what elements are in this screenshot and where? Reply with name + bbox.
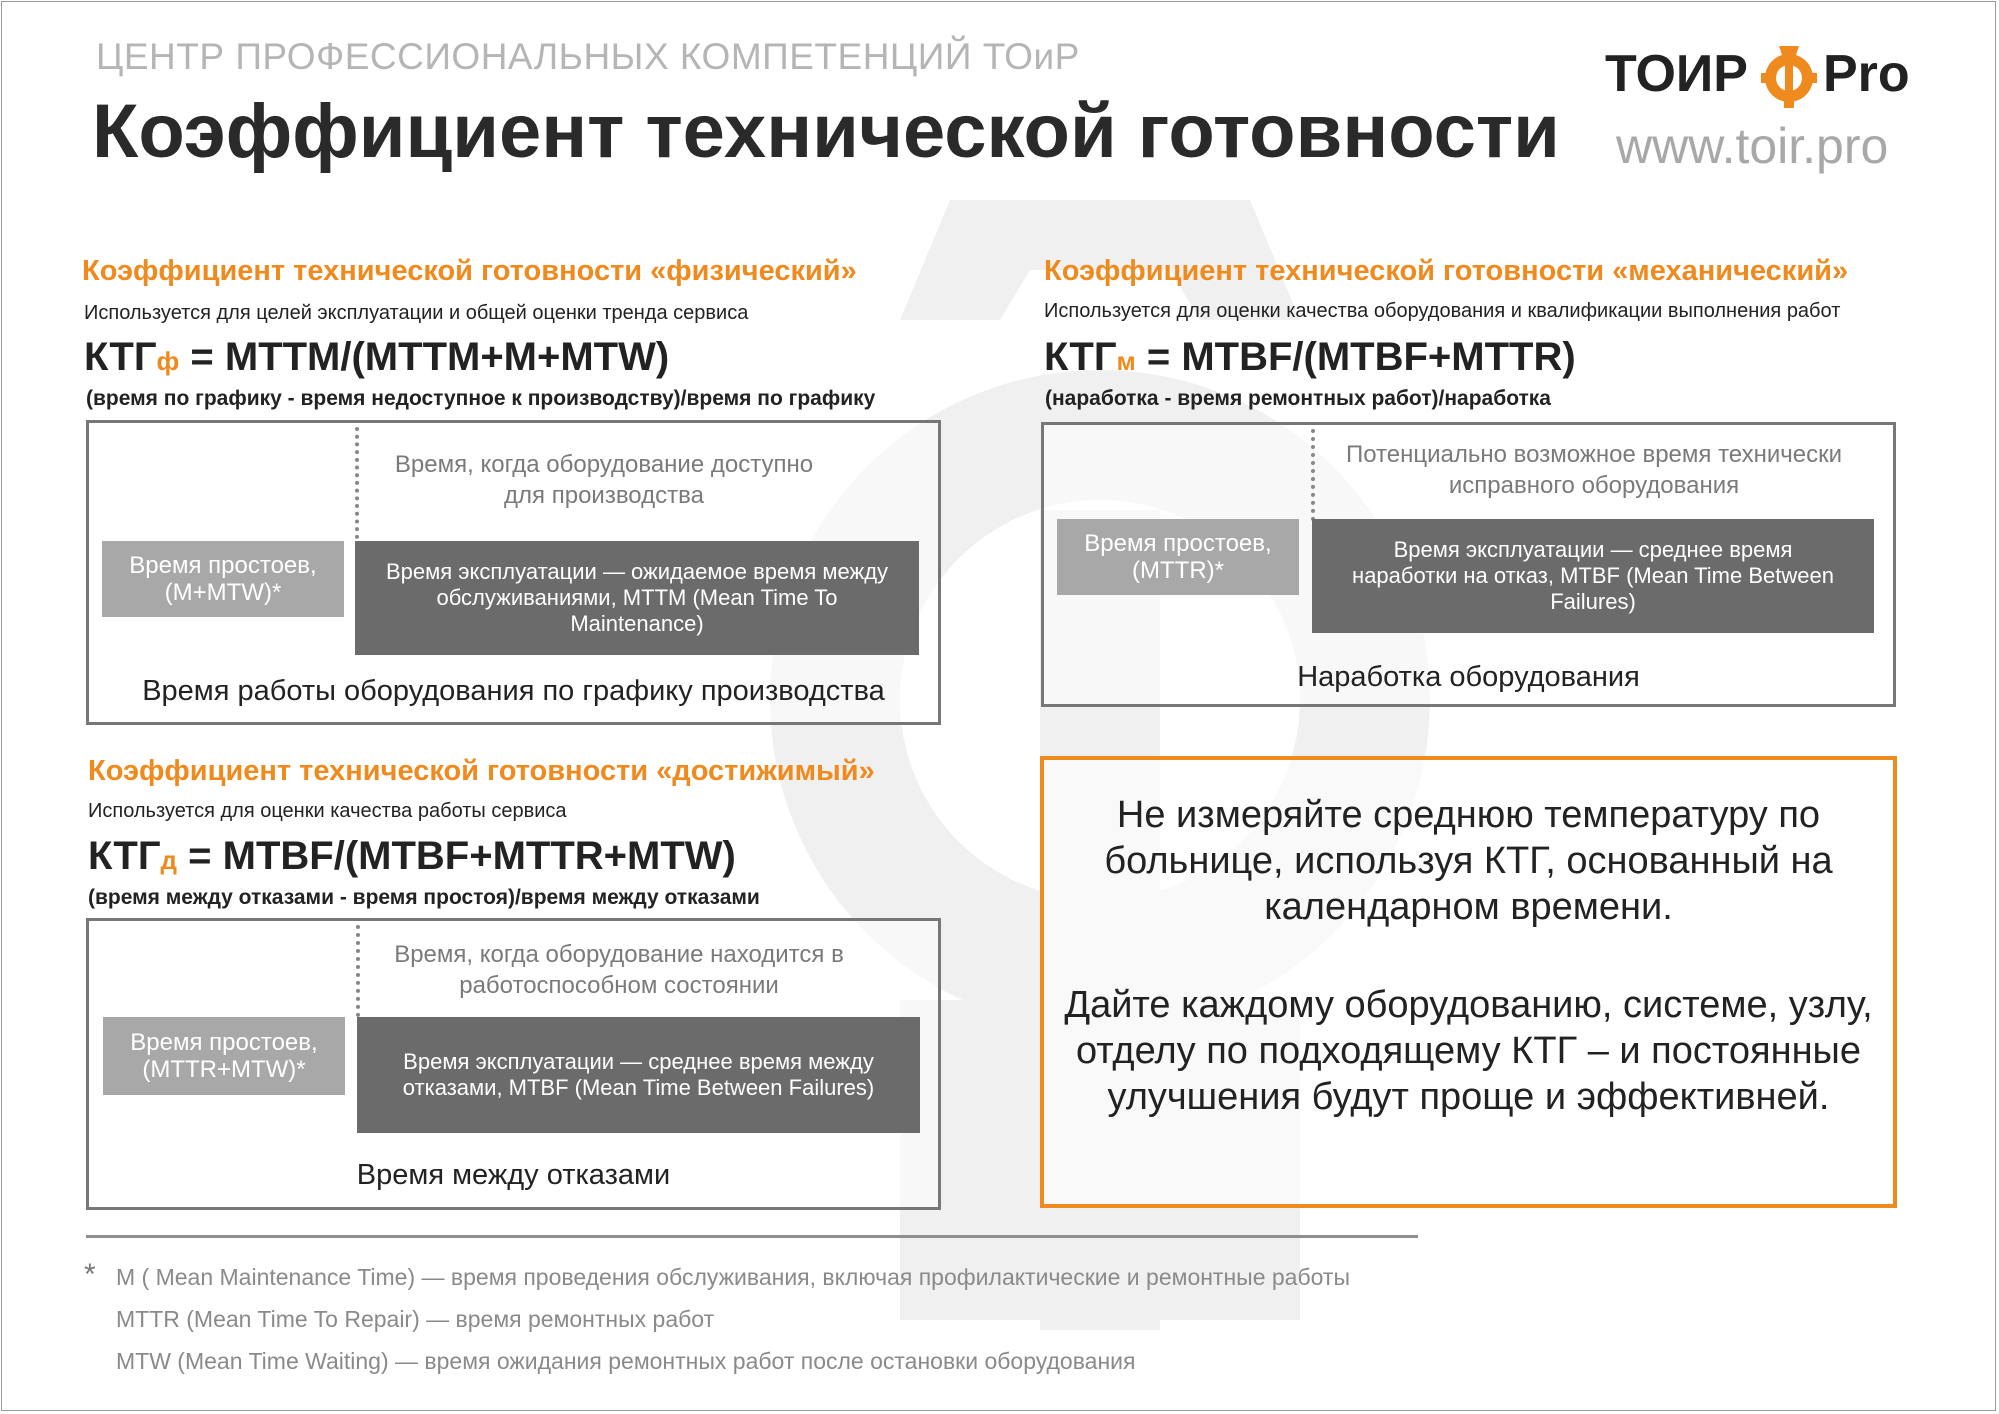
- formula-subscript: ф: [156, 346, 180, 376]
- quote-paragraph-2: Дайте каждому оборудованию, системе, узлу, отделу по подходящему КТГ – и постоянные улучшения будут проще и эффективней.: [1064, 984, 1873, 1118]
- achievable-available-text: Время, когда оборудование находится в работоспособном состоянии: [394, 941, 844, 999]
- mechanical-operation-box: Время эксплуатации — среднее время наработки на отказ, MTBF (Mean Time Between Failures): [1312, 519, 1874, 633]
- physical-operation-box: Время эксплуатации — ожидаемое время между обслуживаниями, MTTM (Mean Time To Maintenance): [355, 541, 919, 655]
- achievable-decoding: (время между отказами - время простоя)/время между отказами: [88, 886, 760, 909]
- footnote-line: MTW (Mean Time Waiting) — время ожидания ремонтных работ после остановки оборудования: [116, 1348, 1136, 1374]
- formula-expression: = MTBF/(MTBF+MTTR+MTW): [177, 834, 736, 878]
- physical-available-text: Время, когда оборудование доступно для производства: [394, 451, 814, 509]
- mechanical-title: Коэффициент технической готовности «механический»: [1044, 255, 1849, 287]
- physical-title: Коэффициент технической готовности «физический»: [82, 255, 857, 287]
- mechanical-diagram: [1041, 422, 1896, 707]
- achievable-formula: [88, 834, 736, 879]
- site-url[interactable]: www.toir.pro: [1616, 118, 1889, 174]
- brand-logo: [1605, 42, 1910, 112]
- mechanical-decoding: (наработка - время ремонтных работ)/наработка: [1045, 387, 1551, 410]
- quote-paragraph-1: Не измеряйте среднюю температуру по больнице, используя КТГ, основанный на календарном времени.: [1104, 794, 1833, 928]
- footnote-line: MTTR (Mean Time To Repair) — время ремонтных работ: [116, 1306, 715, 1332]
- header-subtitle: ЦЕНТР ПРОФЕССИОНАЛЬНЫХ КОМПЕТЕНЦИЙ ТОиР: [96, 36, 1080, 77]
- formula-expression: = MTBF/(MTBF+MTTR): [1135, 335, 1576, 379]
- footnote-star: *: [84, 1258, 96, 1291]
- achievable-downtime-box: Время простоев, (MTTR+MTW)*: [103, 1017, 345, 1095]
- achievable-diagram: [86, 918, 941, 1210]
- physical-diagram: [86, 420, 941, 725]
- achievable-title: Коэффициент технической готовности «достижимый»: [88, 755, 875, 787]
- quote-box: [1040, 756, 1897, 1208]
- divider-dotted: [355, 427, 359, 539]
- physical-decoding: (время по графику - время недоступное к производству)/время по графику: [86, 387, 876, 410]
- footnote-divider: [86, 1235, 1418, 1238]
- physical-downtime-box: Время простоев, (М+MTW)*: [102, 541, 344, 617]
- mechanical-available-text: Потенциально возможное время технически исправного оборудования: [1345, 441, 1843, 499]
- achievable-caption: Время между отказами: [356, 1159, 671, 1191]
- formula-prefix: КТГ: [88, 834, 161, 878]
- formula-prefix: КТГ: [84, 335, 157, 379]
- physical-formula: [84, 335, 669, 380]
- logo-right-text: Pro: [1823, 45, 1910, 103]
- mechanical-formula: [1044, 335, 1576, 380]
- footnote-line: М ( Mean Maintenance Time) — время проведения обслуживания, включая профилактические и ремонтные работы: [116, 1264, 1350, 1290]
- formula-expression: = MTTM/(MTTM+M+MTW): [179, 335, 670, 379]
- achievable-operation-box: Время эксплуатации — среднее время между отказами, MTBF (Mean Time Between Failures): [357, 1017, 920, 1133]
- mechanical-downtime-box: Время простоев, (MTTR)*: [1057, 519, 1299, 595]
- mechanical-caption: Наработка оборудования: [1297, 661, 1640, 693]
- mechanical-description: Используется для оценки качества оборудования и квалификации выполнения работ: [1044, 300, 1841, 322]
- gear-icon: [1755, 42, 1823, 110]
- formula-subscript: м: [1116, 346, 1136, 376]
- logo-left-text: ТОИР: [1605, 45, 1748, 103]
- achievable-description: Используется для оценки качества работы сервиса: [88, 800, 567, 822]
- physical-description: Используется для целей эксплуатации и общей оценки тренда сервиса: [84, 302, 749, 324]
- page-title: Коэффициент технической готовности: [92, 89, 1560, 174]
- physical-caption: Время работы оборудования по графику производства: [142, 675, 885, 707]
- formula-subscript: д: [160, 845, 178, 875]
- divider-dotted: [356, 925, 360, 1017]
- formula-prefix: КТГ: [1044, 335, 1117, 379]
